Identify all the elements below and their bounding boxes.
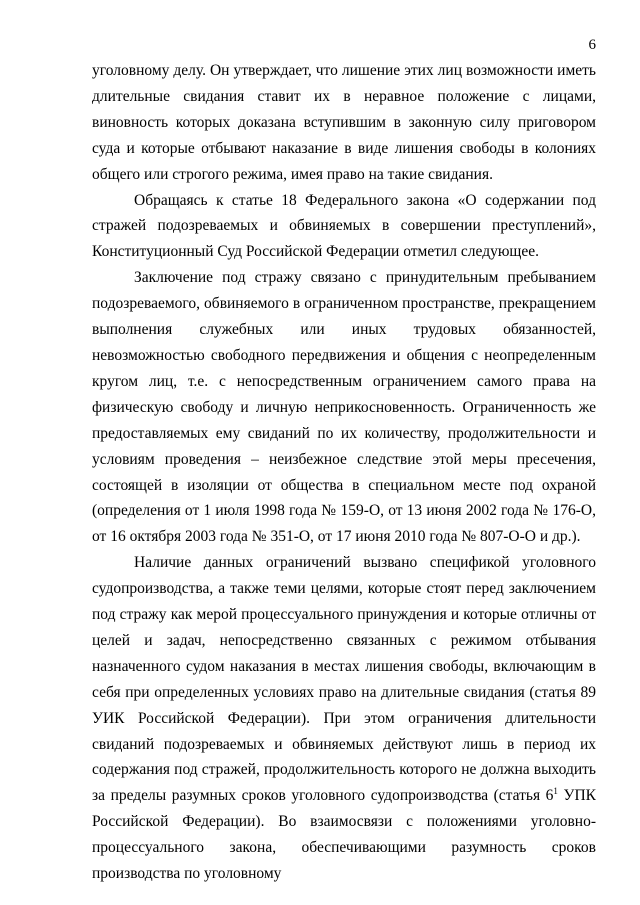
document-body (92, 58, 596, 887)
paragraph-detention: Заключение под стражу связано с принудительным пребыванием подозреваемого, обвиняемого в ограниченном пространстве, прекращением выполнения служебных или иных трудовых обязанностей, невозможностью свободного передвижения и общения с неопределенным кругом лиц, т.е. с непосредственным ограничением самого права на физическую свободу и личную неприкосновенность. Ограниченность же предоставляемых ему свиданий по их количеству, продолжительности и условиям проведения – неизбежное следствие этой меры пресечения, состоящей в изоляции от общества в специальном месте под охраной (определения от 1 июля 1998 года № 159-О, от 13 июня 2002 года № 176-О, от 16 октября 2003 года № 351-О, от 17 июня 2010 года № 807-О-О и др.). (92, 269, 596, 546)
paragraph-continuation: уголовному делу. Он утверждает, что лишение этих лиц возможности иметь длительные свидания ставит их в неравное положение с лицами, виновность которых доказана вступившим в законную силу приговором суда и которые отбывают наказание в виде лишения свободы в колониях общего или строгого режима, имея право на такие свидания. (92, 62, 596, 183)
paragraph-restrictions (92, 550, 596, 887)
paragraph-restrictions-text-end: УПК Российской Федерации). Во взаимосвязи с положениями уголовно-процессуального закона, обеспечивающими разумность сроков производства по уголовному (92, 787, 596, 883)
paragraph-restrictions-text-start: Наличие данных ограничений вызвано спецификой уголовного судопроизводства, а также теми целями, которые стоят перед заключением под стражу как мерой процессуального принуждения и которые отличны от целей и задач, непосредственно связанных с режимом отбывания назначенного судом наказания в местах лишения свободы, включающим в себя при определенных условиях право на длительные свидания (статья 89 УИК Российской Федерации). При этом ограничения длительности свиданий подозреваемых и обвиняемых действуют лишь в период их содержания под стражей, продолжительность которого не должна выходить за пределы разумных сроков уголовного судопроизводства (статья 6 (92, 554, 596, 805)
article-superscript: 1 (553, 786, 558, 797)
paragraph-article-18: Обращаясь к статье 18 Федерального закона «О содержании под стражей подозреваемых и обвиняемых в совершении преступлений», Конституционный Суд Российской Федерации отметил следующее. (92, 191, 596, 261)
page-number: 6 (588, 37, 596, 53)
